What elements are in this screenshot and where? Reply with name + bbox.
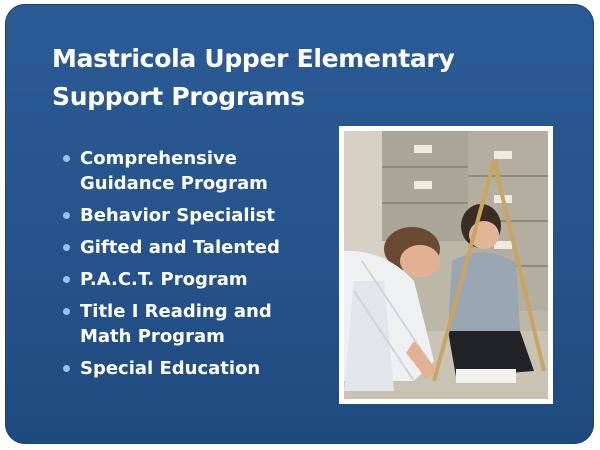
bullet-icon	[63, 276, 70, 283]
list-item-text: Gifted and Talented	[80, 237, 280, 258]
list-item-text: Guidance Program	[80, 173, 268, 194]
bullet-icon	[63, 212, 70, 219]
list-item	[63, 203, 353, 228]
list-item-text: Behavior Specialist	[80, 205, 276, 226]
list-item-text: Title I Reading and	[80, 301, 272, 322]
list-item	[63, 356, 353, 381]
bullet-icon	[63, 308, 70, 315]
program-list	[63, 146, 353, 388]
list-item-text: Comprehensive	[80, 148, 237, 169]
list-item	[63, 267, 353, 292]
list-item	[63, 299, 353, 349]
photo-teacher-student-icon	[344, 131, 548, 399]
bullet-icon	[63, 365, 70, 372]
slide-title-line-2: Support Programs	[52, 82, 305, 111]
photo-frame	[339, 126, 553, 404]
bullet-icon	[63, 155, 70, 162]
slide-title-line-1: Mastricola Upper Elementary	[52, 44, 455, 73]
list-item	[63, 146, 353, 196]
list-item-text: Special Education	[80, 358, 261, 379]
slide	[5, 4, 594, 444]
list-item-text: Math Program	[80, 326, 225, 347]
list-item-text: P.A.C.T. Program	[80, 269, 248, 290]
list-item	[63, 235, 353, 260]
slide-title	[52, 40, 512, 116]
bullet-icon	[63, 244, 70, 251]
